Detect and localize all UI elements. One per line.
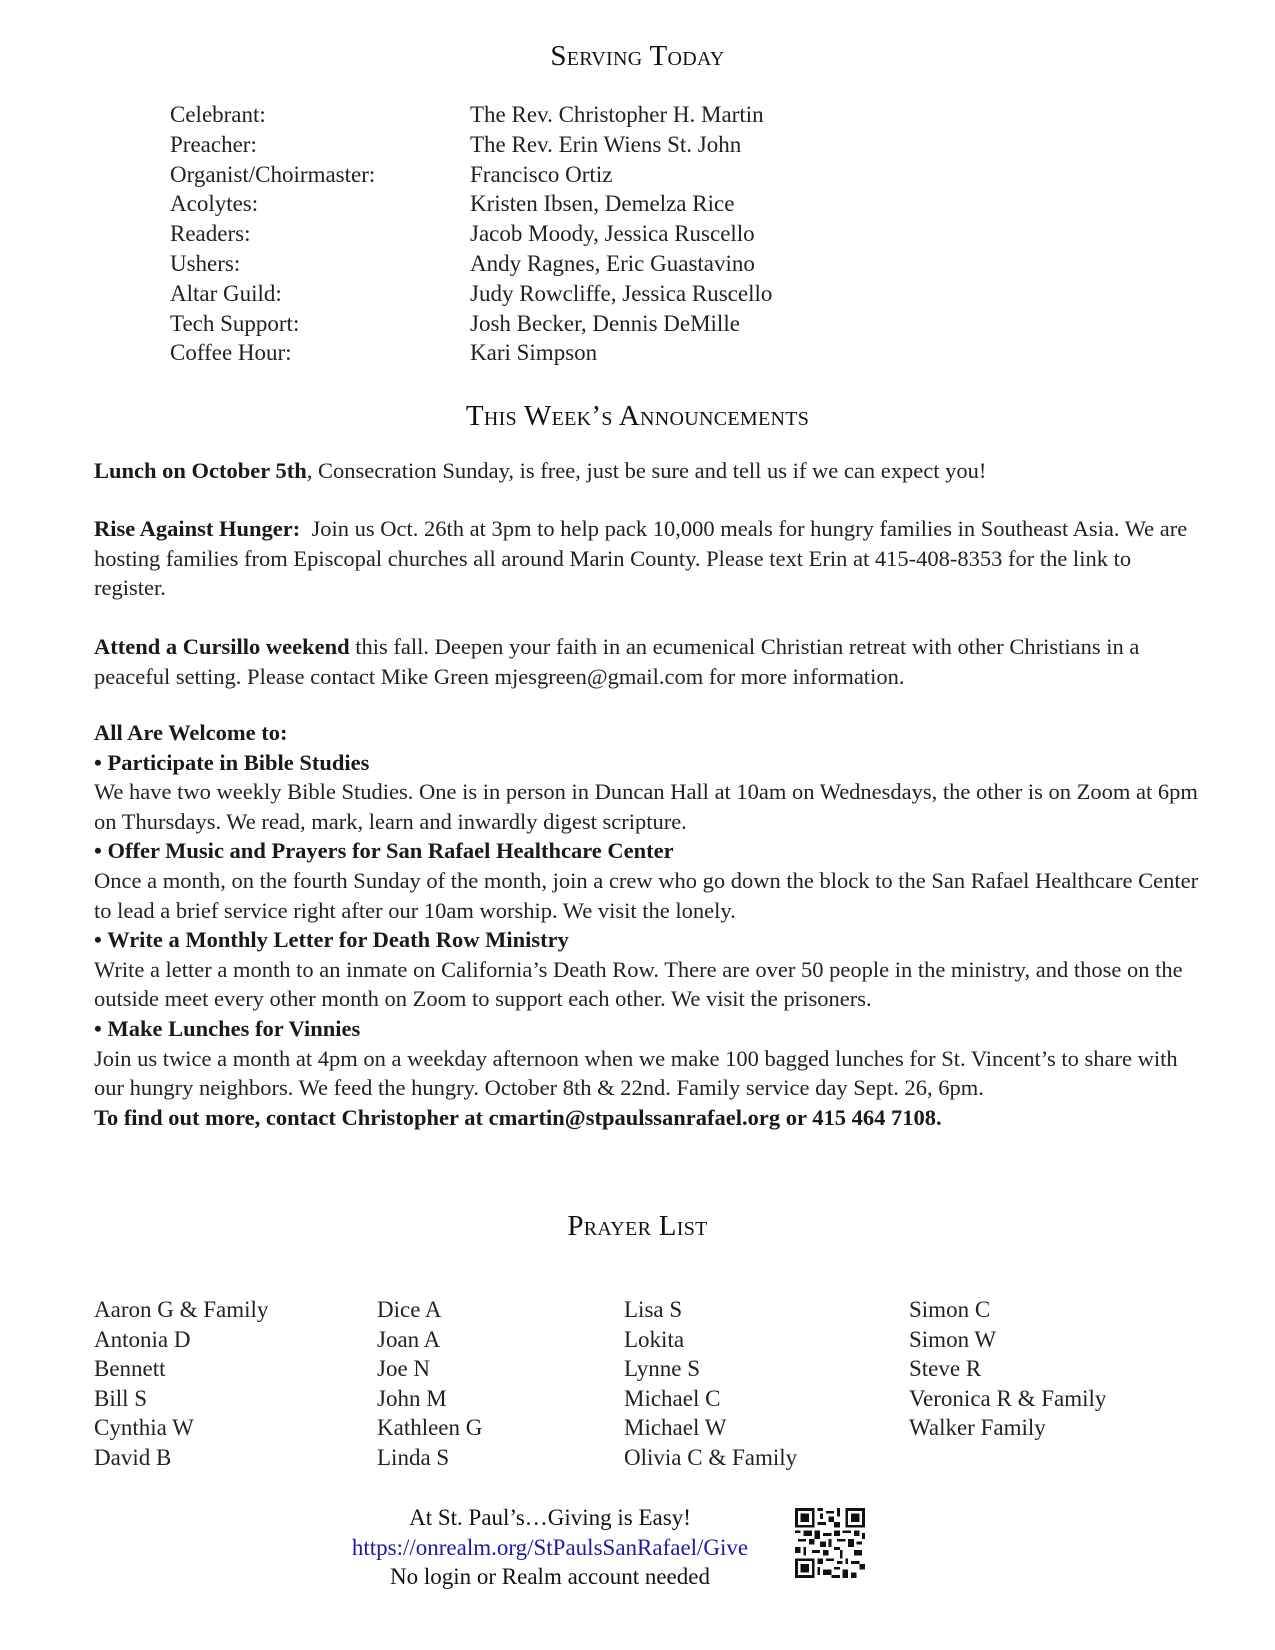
prayer-name: Joan A bbox=[377, 1326, 441, 1352]
prayer-name: Olivia C & Family bbox=[624, 1444, 798, 1470]
serving-row bbox=[170, 338, 772, 368]
serving-row bbox=[170, 189, 772, 219]
serving-role: Coffee Hour: bbox=[170, 340, 292, 366]
announcement-lunch bbox=[94, 456, 1204, 486]
prayer-name: Antonia D bbox=[94, 1326, 191, 1352]
serving-name: Josh Becker, Dennis DeMille bbox=[470, 310, 740, 336]
announcement-text: Join us Oct. 26th at 3pm to help pack 10,000 meals for hungry families in Southeast Asia. We are hosting families from Episcopal churches all around Marin County. Please text Erin at 415-408-8353 for the link to register. bbox=[94, 516, 1193, 601]
serving-name: The Rev. Erin Wiens St. John bbox=[470, 131, 742, 157]
announcements-heading: This Week’s Announcements bbox=[465, 400, 810, 432]
prayer-name: Veronica R & Family bbox=[909, 1385, 1107, 1411]
serving-row bbox=[170, 160, 772, 190]
all-are-welcome-section bbox=[94, 718, 1204, 1132]
serving-role: Acolytes: bbox=[170, 191, 259, 217]
prayer-name: John M bbox=[377, 1385, 447, 1411]
ministry-description: Once a month, on the fourth Sunday of the month, join a crew who go down the block to the San Rafael Healthcare Center to lead a brief service right after our 10am worship. We visit the lonely. bbox=[94, 867, 1199, 923]
serving-name: Judy Rowcliffe, Jessica Ruscello bbox=[470, 280, 773, 306]
prayer-name: Aaron G & Family bbox=[94, 1297, 269, 1322]
serving-role: Readers: bbox=[170, 221, 251, 247]
prayer-name: Kathleen G bbox=[377, 1415, 483, 1441]
serving-row bbox=[170, 100, 772, 130]
giving-block bbox=[310, 1503, 790, 1592]
prayer-name: Cynthia W bbox=[94, 1415, 194, 1441]
prayer-column bbox=[909, 1295, 1106, 1443]
serving-name: Andy Ragnes, Eric Guastavino bbox=[470, 250, 755, 276]
serving-name: Jacob Moody, Jessica Ruscello bbox=[470, 221, 755, 247]
serving-name: Kari Simpson bbox=[470, 340, 598, 366]
serving-list bbox=[170, 100, 772, 368]
prayer-name: Walker Family bbox=[909, 1415, 1046, 1441]
serving-name: Kristen Ibsen, Demelza Rice bbox=[470, 191, 735, 217]
serving-row bbox=[170, 309, 772, 339]
prayer-name: Michael C bbox=[624, 1385, 721, 1411]
ministry-description: Join us twice a month at 4pm on a weekday afternoon when we make 100 bagged lunches for St. Vincent’s to share with our hungry neighbors. We feed the hungry. October 8th & 22nd. Family service day Sept. 26, 6pm. bbox=[94, 1045, 1178, 1101]
prayer-name: Bill S bbox=[94, 1385, 148, 1411]
serving-name: The Rev. Christopher H. Martin bbox=[470, 102, 764, 127]
giving-link[interactable]: https://onrealm.org/StPaulsSanRafael/Give bbox=[351, 1534, 749, 1560]
prayer-name: Steve R bbox=[909, 1356, 982, 1382]
prayer-name: David B bbox=[94, 1444, 172, 1470]
ministry-description: We have two weekly Bible Studies. One is in person in Duncan Hall at 10am on Wednesdays, the other is on Zoom at 6pm on Thursdays. We read, mark, learn and inwardly digest scripture. bbox=[94, 779, 1198, 834]
prayer-column bbox=[624, 1295, 797, 1473]
ministry-title: • Offer Music and Prayers for San Rafael Healthcare Center bbox=[94, 838, 674, 864]
serving-role: Tech Support: bbox=[170, 310, 300, 336]
serving-role: Preacher: bbox=[170, 131, 257, 157]
prayer-column bbox=[377, 1295, 482, 1473]
ministry-title: • Make Lunches for Vinnies bbox=[94, 1015, 361, 1041]
prayer-list-heading: Prayer List bbox=[567, 1210, 708, 1242]
giving-tagline: At St. Paul’s…Giving is Easy! bbox=[409, 1505, 691, 1530]
announcement-cursillo bbox=[94, 632, 1204, 691]
qr-code-icon[interactable] bbox=[795, 1508, 865, 1578]
serving-role: Organist/Choirmaster: bbox=[170, 161, 376, 187]
serving-today-heading: Serving Today bbox=[550, 40, 725, 72]
prayer-name: Dice A bbox=[377, 1297, 442, 1322]
serving-role: Ushers: bbox=[170, 250, 241, 276]
announcement-title: Attend a Cursillo weekend bbox=[94, 634, 350, 659]
serving-role: Celebrant: bbox=[170, 102, 266, 127]
announcement-text: this fall. Deepen your faith in an ecumenical Christian retreat with other Christians in a peaceful setting. Please contact Mike Green mjesgreen@gmail.com for more information. bbox=[94, 634, 1140, 689]
serving-row bbox=[170, 130, 772, 160]
serving-row bbox=[170, 219, 772, 249]
prayer-name: Simon W bbox=[909, 1326, 997, 1352]
contact-line: To find out more, contact Christopher at cmartin@stpaulssanrafael.org or 415 464 7108. bbox=[94, 1104, 942, 1130]
giving-note: No login or Realm account needed bbox=[390, 1564, 710, 1589]
prayer-name: Lokita bbox=[624, 1326, 685, 1352]
announcement-text: , Consecration Sunday, is free, just be sure and tell us if we can expect you! bbox=[306, 458, 987, 483]
announcement-title: Lunch on October 5th bbox=[94, 458, 307, 483]
prayer-name: Bennett bbox=[94, 1356, 166, 1382]
prayer-name: Linda S bbox=[377, 1444, 450, 1470]
serving-row bbox=[170, 279, 772, 309]
prayer-name: Lisa S bbox=[624, 1297, 683, 1322]
prayer-name: Joe N bbox=[377, 1356, 431, 1382]
serving-row bbox=[170, 249, 772, 279]
serving-name: Francisco Ortiz bbox=[470, 161, 613, 187]
ministry-description: Write a letter a month to an inmate on California’s Death Row. There are over 50 people in the ministry, and those on the outside meet every other month on Zoom to support each other. We visit the prisoners. bbox=[94, 956, 1183, 1012]
serving-role: Altar Guild: bbox=[170, 280, 282, 306]
ministry-title: • Write a Monthly Letter for Death Row Ministry bbox=[94, 927, 569, 953]
prayer-name: Simon C bbox=[909, 1297, 991, 1322]
prayer-name: Michael W bbox=[624, 1415, 727, 1441]
welcome-heading: All Are Welcome to: bbox=[94, 720, 288, 745]
announcement-title: Rise Against Hunger: bbox=[94, 516, 301, 541]
prayer-column bbox=[94, 1295, 268, 1473]
prayer-name: Lynne S bbox=[624, 1356, 701, 1382]
announcement-rise-against-hunger bbox=[94, 514, 1204, 603]
ministry-title: • Participate in Bible Studies bbox=[94, 749, 370, 775]
